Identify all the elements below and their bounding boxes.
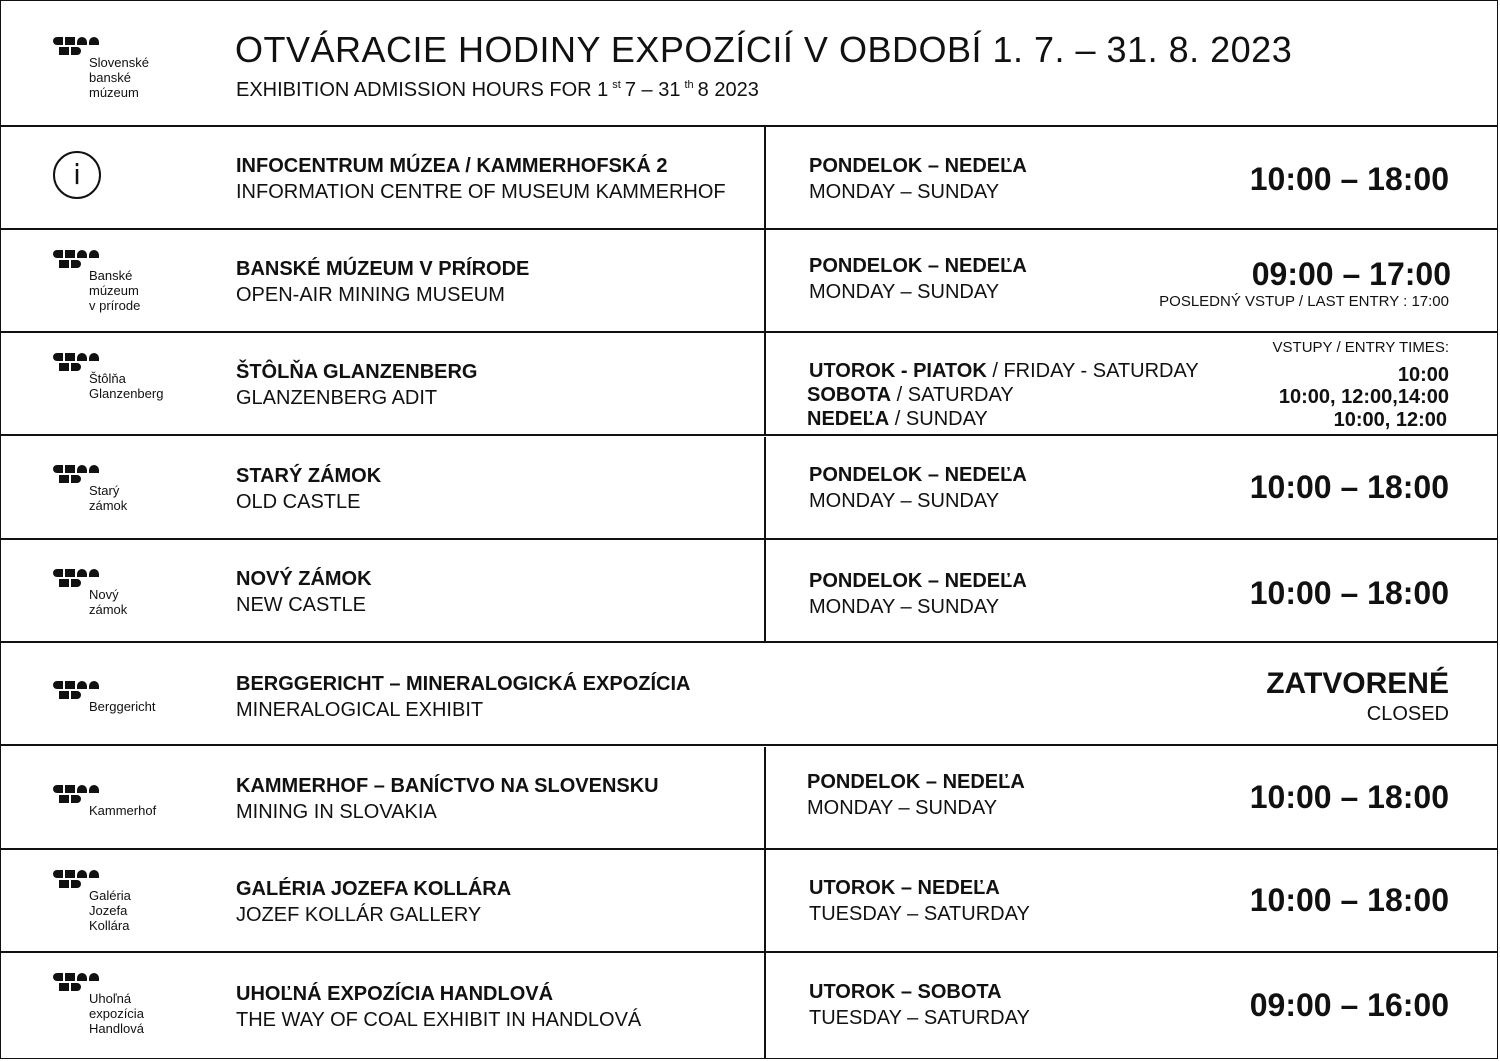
- venue-name: ŠTÔLŇA GLANZENBERG GLANZENBERG ADIT: [236, 361, 478, 409]
- opening-days: PONDELOK – NEDEĽA MONDAY – SUNDAY: [809, 155, 1027, 203]
- venue-name: BANSKÉ MÚZEUM V PRÍRODE OPEN-AIR MINING MUSEUM: [236, 258, 530, 306]
- venue-logo: [53, 250, 140, 313]
- logo-mark-icon: [53, 973, 109, 991]
- logo-text: Uhoľná expozícia Handlová: [89, 991, 144, 1036]
- opening-hours: 10:00 – 18:00: [1249, 882, 1449, 918]
- venue-row-glanzenberg: [1, 333, 1497, 436]
- venue-row-berggericht: [1, 643, 1497, 746]
- page-subtitle: EXHIBITION ADMISSION HOURS FOR 1 $^{st}$ 7 – 31 $^{th}$ 8 2023: [236, 79, 759, 101]
- logo-text: Kammerhof: [89, 803, 157, 818]
- logo-mark-icon: [53, 569, 109, 587]
- logo-mark-icon: [53, 681, 109, 699]
- venue-row-infocentrum: [1, 127, 1497, 230]
- closed-status-en: CLOSED: [1366, 703, 1449, 725]
- venue-name: NOVÝ ZÁMOK NEW CASTLE: [236, 568, 372, 616]
- venue-name: UHOĽNÁ EXPOZÍCIA HANDLOVÁ THE WAY OF COAL EXHIBIT IN HANDLOVÁ: [236, 983, 642, 1031]
- opening-days: UTOROK – NEDEĽA TUESDAY – SATURDAY: [809, 877, 1030, 925]
- opening-hours: 09:00 – 16:00: [1249, 987, 1449, 1023]
- opening-days: PONDELOK – NEDEĽA MONDAY – SUNDAY: [809, 464, 1027, 512]
- opening-hours: 09:00 – 17:00: [1251, 256, 1451, 292]
- venue-row-handlova: [1, 953, 1497, 1058]
- logo-text: Štôlňa Glanzenberg: [89, 371, 164, 401]
- venue-logo: [53, 681, 155, 714]
- opening-hours: 10:00 – 18:00: [1249, 469, 1449, 505]
- opening-days: UTOROK – SOBOTA TUESDAY – SATURDAY: [809, 981, 1030, 1029]
- venue-logo: [53, 870, 131, 933]
- venue-name: BERGGERICHT – MINERALOGICKÁ EXPOZÍCIA MINERALOGICAL EXHIBIT: [236, 673, 691, 721]
- opening-hours: 10:00 – 18:00: [1249, 161, 1449, 197]
- venue-row-open-air: [1, 230, 1497, 333]
- venue-row-old-castle: [1, 437, 1497, 540]
- logo-mark-icon: [53, 785, 109, 803]
- entry-times-sunday: 10:00, 12:00: [1333, 409, 1447, 431]
- venue-logo: [53, 973, 144, 1036]
- venue-logo: [53, 569, 127, 617]
- venue-logo: [53, 353, 163, 401]
- opening-days: PONDELOK – NEDEĽA MONDAY – SUNDAY: [809, 255, 1027, 303]
- venue-name: KAMMERHOF – BANÍCTVO NA SLOVENSKU MINING IN SLOVAKIA: [236, 775, 659, 823]
- schedule-line-sunday: NEDEĽA / SUNDAY: [807, 408, 988, 430]
- venue-row-gallery: [1, 850, 1497, 953]
- opening-days: PONDELOK – NEDEĽA MONDAY – SUNDAY: [807, 771, 1025, 819]
- logo-text: Starý zámok: [89, 483, 128, 513]
- logo-mark-icon: [53, 353, 109, 371]
- venue-name: STARÝ ZÁMOK OLD CASTLE: [236, 465, 382, 513]
- logo-mark-icon: [53, 465, 109, 483]
- opening-hours: 10:00 – 18:00: [1249, 575, 1449, 611]
- logo-mark-icon: [53, 870, 109, 888]
- entry-times-weekday: 10:00: [1397, 364, 1449, 386]
- logo-text: Slovenské banské múzeum: [89, 55, 149, 100]
- logo-text: Banské múzeum v prírode: [89, 268, 141, 313]
- entry-times-label: VSTUPY / ENTRY TIMES:: [1272, 339, 1449, 356]
- logo-text: Galéria Jozefa Kollára: [89, 888, 131, 933]
- page-title: OTVÁRACIE HODINY EXPOZÍCIÍ V OBDOBÍ 1. 7. – 31. 8. 2023: [235, 29, 1293, 70]
- logo-mark-icon: [53, 37, 109, 55]
- venue-row-new-castle: [1, 540, 1497, 643]
- schedule-line-weekday: UTOROK - PIATOK / FRIDAY - SATURDAY: [809, 360, 1199, 382]
- opening-hours: 10:00 – 18:00: [1249, 779, 1449, 815]
- last-entry-note: POSLEDNÝ VSTUP / LAST ENTRY : 17:00: [1159, 293, 1449, 310]
- info-icon: i: [53, 151, 101, 199]
- venue-row-kammerhof: [1, 747, 1497, 850]
- schedule-line-saturday: SOBOTA / SATURDAY: [807, 384, 1014, 406]
- venue-logo: [53, 785, 156, 818]
- venue-name: INFOCENTRUM MÚZEA / KAMMERHOFSKÁ 2 INFORMATION CENTRE OF MUSEUM KAMMERHOF: [236, 155, 726, 203]
- logo-text: Berggericht: [89, 699, 156, 714]
- museum-logo: [53, 37, 149, 100]
- entry-times-saturday: 10:00, 12:00,14:00: [1278, 386, 1449, 408]
- closed-status: ZATVORENÉ: [1266, 667, 1449, 700]
- logo-mark-icon: [53, 250, 109, 268]
- logo-text: Nový zámok: [89, 587, 128, 617]
- venue-logo: [53, 465, 127, 513]
- header: [1, 1, 1497, 127]
- venue-name: GALÉRIA JOZEFA KOLLÁRA JOZEF KOLLÁR GALLERY: [236, 878, 512, 926]
- opening-days: PONDELOK – NEDEĽA MONDAY – SUNDAY: [809, 570, 1027, 618]
